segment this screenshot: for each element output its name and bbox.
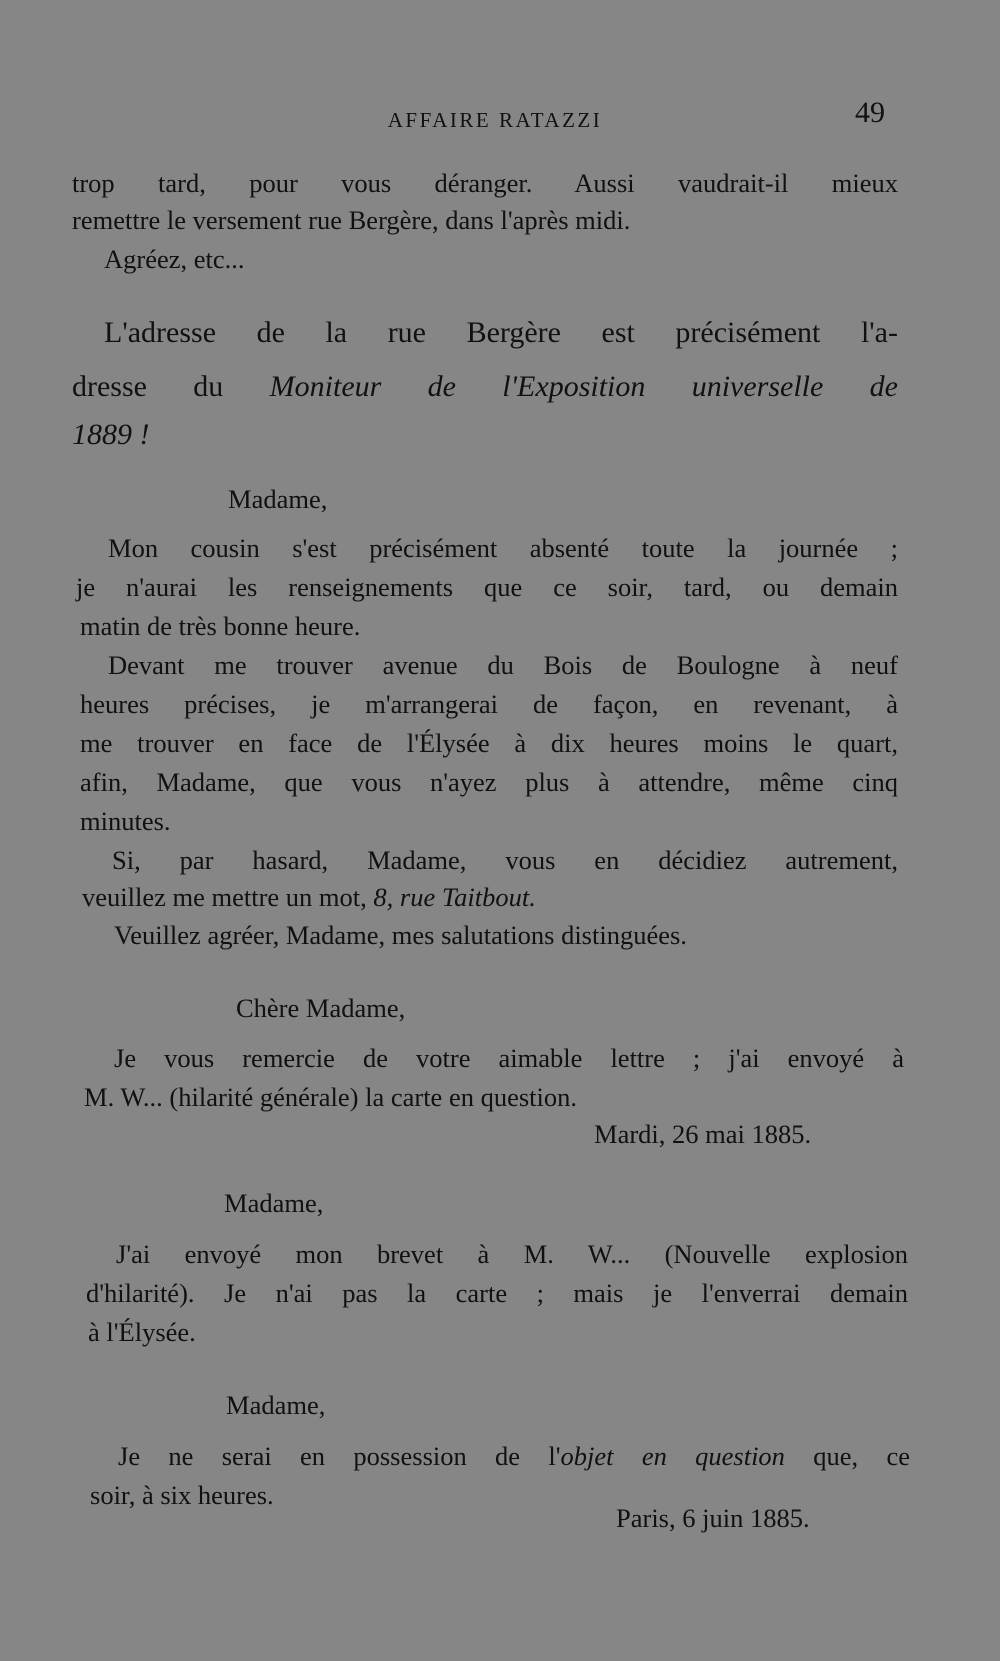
commentary-line — [72, 372, 898, 402]
signoff: Agréez, etc... — [104, 244, 245, 274]
text-line: remettre le versement rue Bergère, dans l'après midi. — [72, 205, 631, 235]
letter-line: M. W... (hilarité générale) la carte en question. — [84, 1082, 578, 1112]
page-number: 49 — [855, 96, 885, 129]
letter-line: à l'Élysée. — [88, 1317, 196, 1347]
letter-closing: Veuillez agréer, Madame, mes salutations distinguées. — [114, 920, 687, 950]
letter-line — [118, 1443, 910, 1470]
letter-line: Je vous remercie de votre aimable lettre ; j'ai envoyé à — [114, 1043, 904, 1073]
letter-line: afin, Madame, que vous n'ayez plus à attendre, même cinq — [80, 767, 898, 797]
letter-line: J'ai envoyé mon brevet à M. W... (Nouvelle explosion — [116, 1239, 908, 1269]
salutation: Chère Madame, — [236, 993, 406, 1023]
letter-line: Devant me trouver avenue du Bois de Boulogne à neuf — [108, 650, 898, 680]
address-italic: 8, rue Taitbout. — [373, 882, 536, 912]
letter-italic: objet en question — [560, 1441, 785, 1471]
commentary-text: dresse du — [72, 370, 270, 403]
letter-line: Mon cousin s'est précisément absenté toute la journée ; — [108, 533, 898, 563]
letter-text: veuillez me mettre un mot, — [82, 882, 374, 912]
letter-line: d'hilarité). Je n'ai pas la carte ; mais je l'enverrai demain — [86, 1278, 908, 1308]
letter-line: heures précises, je m'arrangerai de façon, en revenant, à — [80, 689, 898, 719]
salutation: Madame, — [224, 1188, 324, 1218]
letter-text: Je ne serai en possession de l' — [118, 1441, 561, 1471]
letter-date: Paris, 6 juin 1885. — [616, 1503, 810, 1533]
commentary-italic: Moniteur de l'Exposition universelle de — [269, 370, 898, 403]
letter-line — [82, 884, 536, 911]
commentary-line: L'adresse de la rue Bergère est précisément l'a- — [104, 316, 898, 349]
letter-line: Si, par hasard, Madame, vous en décidiez autrement, — [112, 845, 898, 875]
running-title: AFFAIRE RATAZZI — [387, 108, 603, 132]
text-line: trop tard, pour vous déranger. Aussi vaudrait-il mieux — [72, 168, 898, 198]
salutation: Madame, — [228, 484, 328, 514]
letter-line: minutes. — [80, 806, 171, 836]
commentary-italic: 1889 ! — [72, 418, 150, 451]
salutation: Madame, — [226, 1390, 326, 1420]
letter-line: soir, à six heures. — [90, 1480, 274, 1510]
letter-line: me trouver en face de l'Élysée à dix heures moins le quart, — [80, 728, 898, 758]
letter-text: que, ce — [784, 1441, 910, 1471]
letter-line: je n'aurai les renseignements que ce soir, tard, ou demain — [76, 572, 898, 602]
letter-date: Mardi, 26 mai 1885. — [594, 1119, 812, 1149]
commentary-line — [72, 420, 150, 450]
letter-line: matin de très bonne heure. — [80, 611, 361, 641]
